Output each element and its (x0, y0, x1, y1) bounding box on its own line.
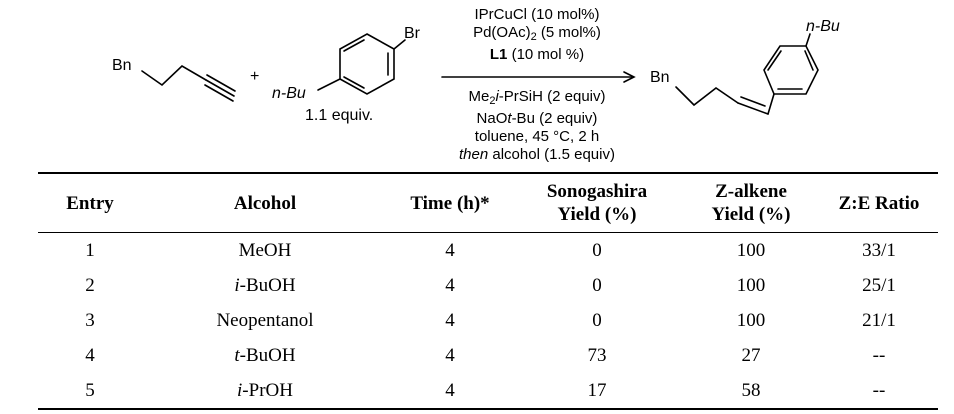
sonogashira-yield-cell: 17 (587, 379, 607, 401)
time-cell: 4 (445, 344, 455, 366)
time-cell: 4 (445, 379, 455, 401)
sonogashira-yield-cell: 0 (592, 274, 602, 296)
table-row (38, 373, 938, 409)
product-group-label: Bn (650, 69, 670, 86)
entry-cell: 4 (85, 344, 95, 366)
time-cell: 4 (445, 309, 455, 331)
entry-cell: 5 (85, 379, 95, 401)
alkyne-structure (142, 66, 235, 101)
table-row (38, 338, 938, 373)
condition-line: toluene, 45 °C, 2 h (474, 128, 600, 145)
table-row (38, 268, 938, 303)
z-alkene-yield-cell: 100 (736, 274, 766, 296)
column-header: Entry (66, 192, 114, 214)
sonogashira-yield-cell: 0 (592, 309, 602, 331)
z-alkene-yield-cell: 27 (741, 344, 761, 366)
ze-ratio-cell: -- (872, 379, 886, 401)
alcohol-cell: MeOH (238, 239, 292, 261)
entry-cell: 3 (85, 309, 95, 331)
conditions-above-arrow (457, 6, 617, 64)
column-header: Time (h)* (410, 192, 490, 214)
sonogashira-yield-cell: 0 (592, 239, 602, 261)
table-row (38, 233, 938, 269)
sonogashira-yield-cell: 73 (587, 344, 607, 366)
time-cell: 4 (445, 239, 455, 261)
table-header-row (38, 173, 938, 233)
aryl-bromide-structure (318, 34, 405, 94)
reactant2-equiv-label: 1.1 equiv. (305, 107, 374, 124)
alcohol-cell: i-PrOH (237, 379, 293, 401)
reactant1-group-label: Bn (112, 57, 132, 74)
entry-cell: 2 (85, 274, 95, 296)
column-header: Z:E Ratio (838, 192, 920, 214)
condition-line: then alcohol (1.5 equiv) (459, 146, 615, 163)
reactant2-substituent-label: n-Bu (272, 85, 306, 102)
column-header: Sonogashira Yield (%) (546, 181, 648, 225)
alcohol-cell: t-BuOH (234, 344, 296, 366)
product-structure (676, 34, 818, 114)
time-cell: 4 (445, 274, 455, 296)
column-header: Z-alkene Yield (%) (711, 181, 791, 225)
condition-line: $Pd(OAc)_2$ (5 mol%) (473, 24, 601, 43)
plus-sign: + (250, 68, 260, 85)
ze-ratio-cell: 21/1 (862, 309, 896, 331)
conditions-below-arrow (437, 88, 637, 164)
z-alkene-yield-cell: 100 (736, 239, 766, 261)
z-alkene-yield-cell: 100 (736, 309, 766, 331)
condition-line: $Me_2i$-PrSiH (2 equiv) (468, 88, 606, 107)
column-header: Alcohol (233, 192, 297, 214)
condition-line: NaOt-Bu (2 equiv) (476, 110, 598, 127)
table-row (38, 303, 938, 338)
alcohol-cell: i-BuOH (234, 274, 296, 296)
product-substituent-label: n-Bu (806, 18, 840, 35)
entry-cell: 1 (85, 239, 95, 261)
ze-ratio-cell: 25/1 (862, 274, 896, 296)
z-alkene-yield-cell: 58 (741, 379, 761, 401)
alcohol-cell: Neopentanol (216, 309, 314, 331)
halogen-label: Br (404, 25, 420, 42)
table-body (38, 233, 938, 410)
condition-line: IPrCuCl (10 mol%) (474, 6, 600, 23)
condition-line: L1 (10 mol %) (489, 46, 585, 63)
ze-ratio-cell: -- (872, 344, 886, 366)
reaction-arrow (442, 72, 634, 82)
reaction-scheme (0, 0, 954, 172)
ze-ratio-cell: 33/1 (862, 239, 896, 261)
results-table (38, 172, 938, 410)
